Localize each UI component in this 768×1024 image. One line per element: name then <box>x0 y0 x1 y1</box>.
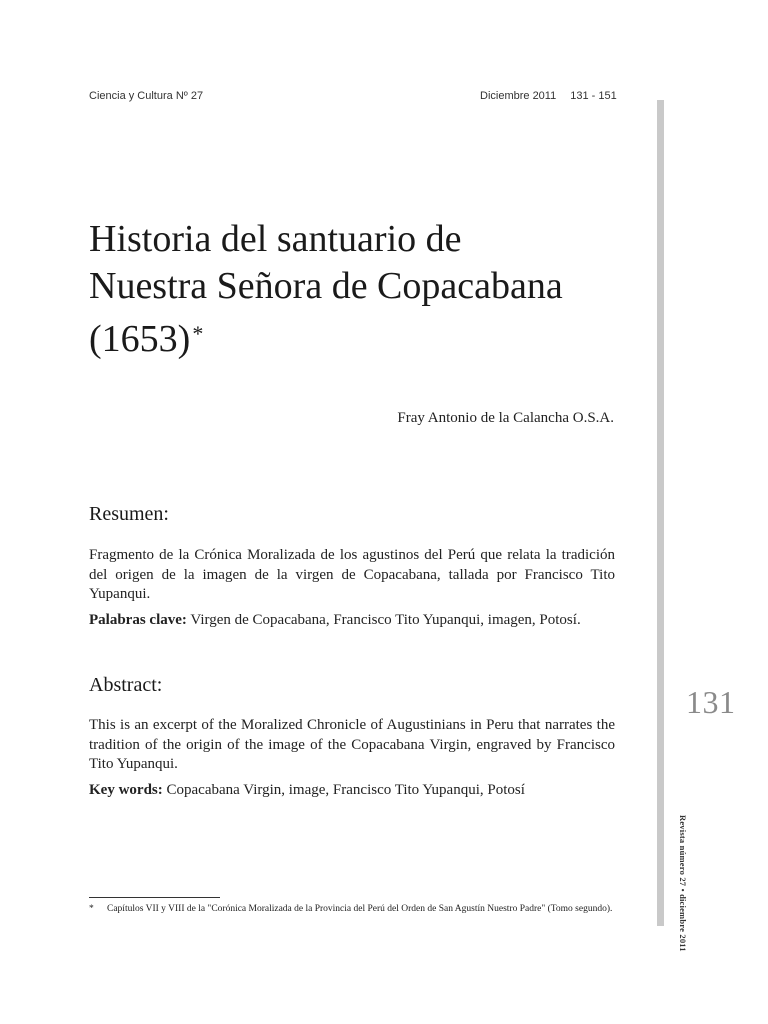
title-line-2: Nuestra Señora de Copacabana <box>89 265 563 307</box>
abstract-text: This is an excerpt of the Moralized Chronicle of Augustinians in Peru that narrates the tradition of the origin of the image of the Copacabana Virgin, engraved by Francisco Tito Yupanqui. <box>89 717 615 772</box>
resumen-heading: Resumen: <box>89 503 169 525</box>
abstract-heading: Abstract: <box>89 674 163 696</box>
author-name: Fray Antonio de la Calancha O.S.A. <box>397 410 614 426</box>
issue-date: Diciembre 2011 <box>480 90 557 102</box>
footnote-divider <box>89 897 220 898</box>
page-number: 131 <box>686 684 736 720</box>
key-words-values: Copacabana Virgin, image, Francisco Tito Yupanqui, Potosí <box>166 782 525 798</box>
palabras-clave-values: Virgen de Copacabana, Francisco Tito Yupanqui, imagen, Potosí. <box>190 612 581 628</box>
palabras-clave <box>89 611 615 631</box>
palabras-clave-label: Palabras clave: <box>89 612 187 628</box>
title-line-1: Historia del santuario de <box>89 218 462 260</box>
key-words <box>89 781 615 801</box>
footnote-text: Capítulos VII y VIII de la "Corónica Moralizada de la Provincia del Perú del Orden de San Agustín Nuestro Padre" (Tomo segundo). <box>107 904 613 914</box>
journal-name: Ciencia y Cultura Nº 27 <box>89 90 204 102</box>
resumen-text: Fragmento de la Crónica Moralizada de los agustinos del Perú que relata la tradición del origen de la imagen de la virgen de Copacabana, tallada por Francisco Tito Yupanqui. <box>89 547 615 602</box>
footnote-mark: * <box>89 904 94 914</box>
key-words-label: Key words: <box>89 782 163 798</box>
journal-header <box>89 90 203 102</box>
article-title <box>89 216 649 363</box>
title-line-3: (1653) <box>89 318 191 360</box>
issue-info-header <box>480 90 617 102</box>
title-footnote-mark: * <box>192 321 204 346</box>
margin-bar <box>657 100 664 926</box>
side-issue-label: Revista número 27 • diciembre 2011 <box>678 815 688 952</box>
page-range: 131 - 151 <box>570 90 617 102</box>
footnote <box>89 903 619 915</box>
